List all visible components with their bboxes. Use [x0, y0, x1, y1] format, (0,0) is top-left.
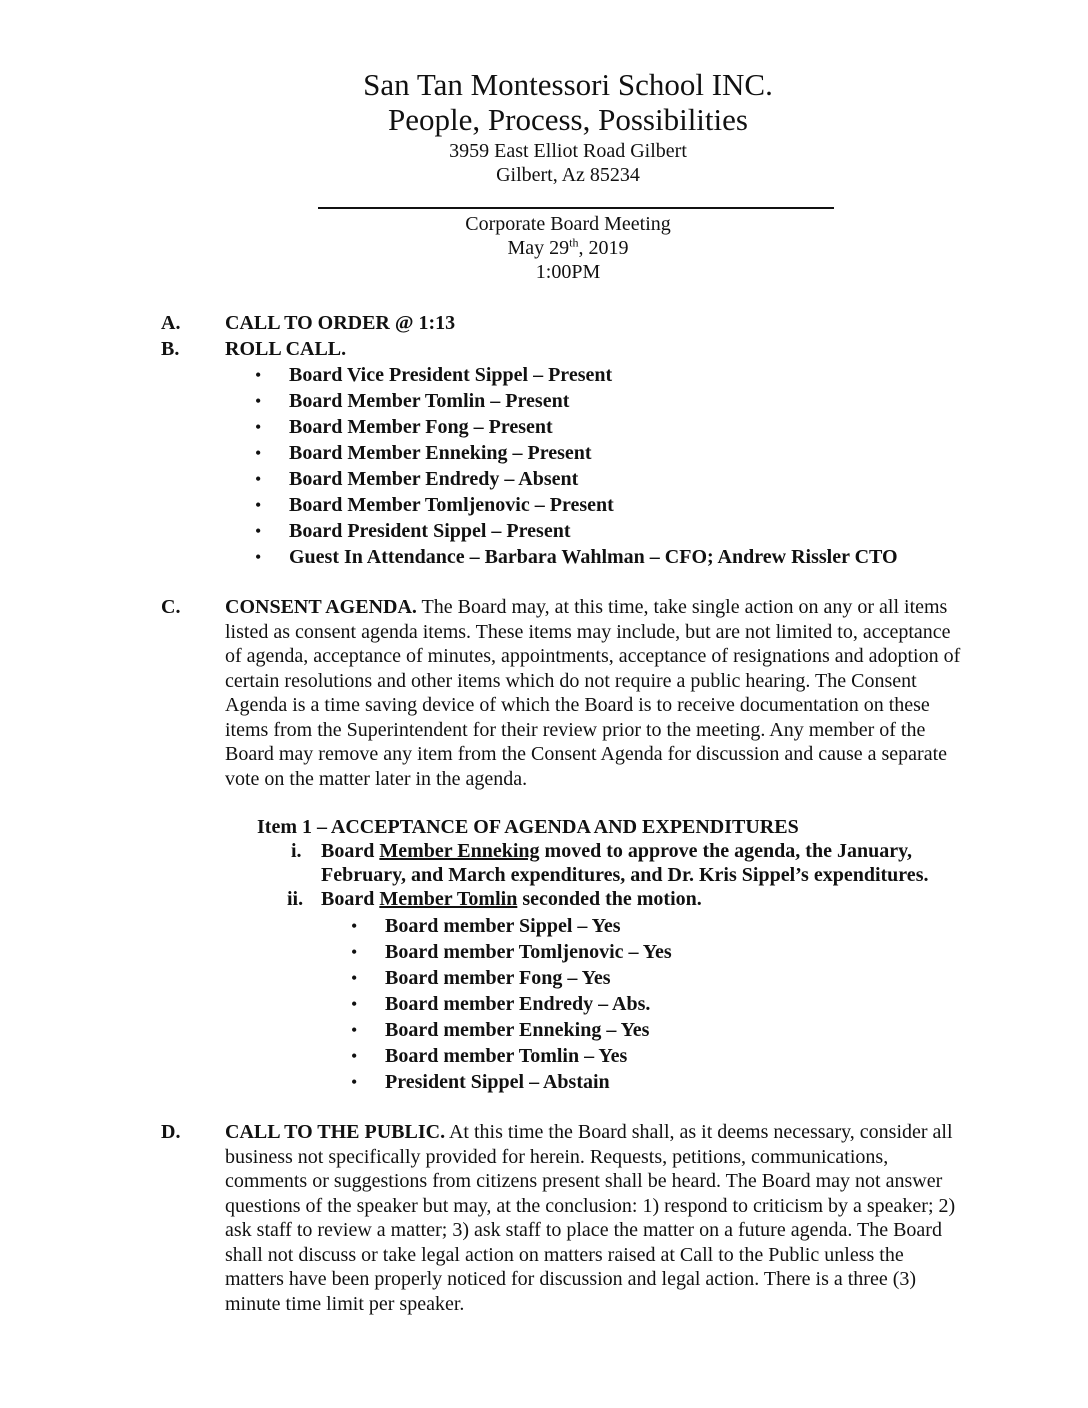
item-1-i-label: i. [291, 840, 302, 862]
section-b-label: B. [161, 338, 180, 360]
section-c-label: C. [161, 596, 181, 618]
vote-item: Board member Enneking – Yes [385, 1019, 650, 1041]
address-line-1: 3959 East Elliot Road Gilbert [449, 140, 687, 162]
meeting-date-suffix-ordinal: th [569, 235, 579, 250]
section-c-line: The Board may, at this time, take single action on any or all items [416, 596, 948, 618]
meeting-date [0, 236, 1088, 260]
section-d-line: matters have been properly noticed for discussion and legal action. There is a three (3) [225, 1268, 917, 1290]
bullet-icon: • [255, 443, 262, 463]
header-divider [318, 207, 834, 209]
motion-member: Member Enneking [379, 840, 540, 862]
section-d-line: questions of the speaker but may, at the conclusion: 1) respond to criticism by a speaker; 2) [225, 1194, 956, 1217]
roll-call-item: Board Member Enneking – Present [289, 442, 592, 464]
bullet-icon: • [351, 994, 358, 1014]
school-motto: People, Process, Possibilities [388, 102, 748, 137]
section-c-line: Agenda is a time saving device of which the Board is to receive documentation on these [225, 694, 930, 716]
section-d-line: comments or suggestions from citizens present shall be heard. The Board may not answer [225, 1170, 943, 1192]
section-c-line: listed as consent agenda items. These items may include, but are not limited to, acceptance [225, 620, 951, 643]
address-line-2: Gilbert, Az 85234 [496, 164, 640, 186]
school-name: San Tan Montessori School INC. [363, 67, 773, 102]
bullet-icon: • [351, 916, 358, 936]
bullet-icon: • [255, 469, 262, 489]
section-d-body [225, 1120, 1025, 1316]
section-c-body [225, 595, 1025, 791]
section-c-line: vote on the matter later in the agenda. [225, 767, 528, 790]
vote-item: Board member Tomlin – Yes [385, 1045, 628, 1067]
bullet-icon: • [255, 365, 262, 385]
roll-call-item: Board Member Tomlin – Present [289, 390, 570, 412]
vote-item: President Sippel – Abstain [385, 1071, 610, 1093]
section-d-line: shall not discuss or take legal action on matters raised at Call to the Public unless the [225, 1243, 904, 1266]
second-text: seconded the motion. [517, 888, 702, 910]
vote-item: Board member Fong – Yes [385, 967, 611, 989]
bullet-icon: • [255, 391, 262, 411]
item-1-motion [321, 839, 912, 863]
bullet-icon: • [255, 417, 262, 437]
item-1-motion-cont: February, and March expenditures, and Dr. Kris Sippel’s expenditures. [321, 864, 929, 886]
bullet-icon: • [351, 1046, 358, 1066]
section-d-line: minute time limit per speaker. [225, 1292, 465, 1315]
roll-call-item: Board Member Fong – Present [289, 416, 553, 438]
section-a-label: A. [161, 312, 181, 334]
bullet-icon: • [255, 547, 262, 567]
vote-item: Board member Tomljenovic – Yes [385, 941, 672, 963]
section-c-line: Board may remove any item from the Consent Agenda for discussion and cause a separate [225, 743, 948, 765]
section-a-title: CALL TO ORDER @ 1:13 [225, 312, 456, 334]
motion-text: moved to approve the agenda, the January, [539, 840, 912, 862]
item-1-ii-label: ii. [287, 888, 304, 910]
bullet-icon: • [351, 1072, 358, 1092]
roll-call-item: Board Member Endredy – Absent [289, 468, 579, 490]
meeting-date-year: , 2019 [578, 237, 629, 259]
second-text: Board [321, 888, 380, 910]
roll-call-item: Board Vice President Sippel – Present [289, 364, 613, 386]
bullet-icon: • [255, 521, 262, 541]
section-d-line: ask staff to review a matter; 3) ask staff to place the matter on a future agenda. The Board [225, 1219, 942, 1241]
section-d-label: D. [161, 1121, 181, 1143]
vote-item: Board member Endredy – Abs. [385, 993, 651, 1015]
item-1-second [321, 887, 702, 911]
section-c-title: CONSENT AGENDA. [225, 596, 417, 618]
section-d-line: business not specifically provided for herein. Requests, petitions, communications, [225, 1145, 889, 1168]
bullet-icon: • [255, 495, 262, 515]
motion-text: Board [321, 840, 380, 862]
meeting-date-prefix: May 29 [507, 237, 570, 259]
roll-call-item: Board Member Tomljenovic – Present [289, 494, 614, 516]
roll-call-item: Board President Sippel – Present [289, 520, 571, 542]
section-c-line: items from the Superintendent for their review prior to the meeting. Any member of the [225, 718, 926, 741]
section-d-line: At this time the Board shall, as it deems necessary, consider all [445, 1121, 953, 1143]
item-1-title: Item 1 – ACCEPTANCE OF AGENDA AND EXPENDITURES [257, 816, 799, 838]
bullet-icon: • [351, 968, 358, 988]
roll-call-item: Guest In Attendance – Barbara Wahlman – CFO; Andrew Rissler CTO [289, 546, 898, 568]
meeting-time: 1:00PM [535, 261, 601, 283]
second-member: Member Tomlin [379, 888, 518, 910]
section-b-title: ROLL CALL. [225, 338, 347, 360]
section-c-line: of agenda, acceptance of minutes, appointments, acceptance of resignations and adoption of [225, 645, 961, 667]
meeting-title: Corporate Board Meeting [465, 213, 671, 235]
section-c-line: certain resolutions and other items which do not require a public hearing. The Consent [225, 669, 917, 692]
bullet-icon: • [351, 1020, 358, 1040]
vote-item: Board member Sippel – Yes [385, 915, 621, 937]
section-d-title: CALL TO THE PUBLIC. [225, 1121, 446, 1143]
bullet-icon: • [351, 942, 358, 962]
